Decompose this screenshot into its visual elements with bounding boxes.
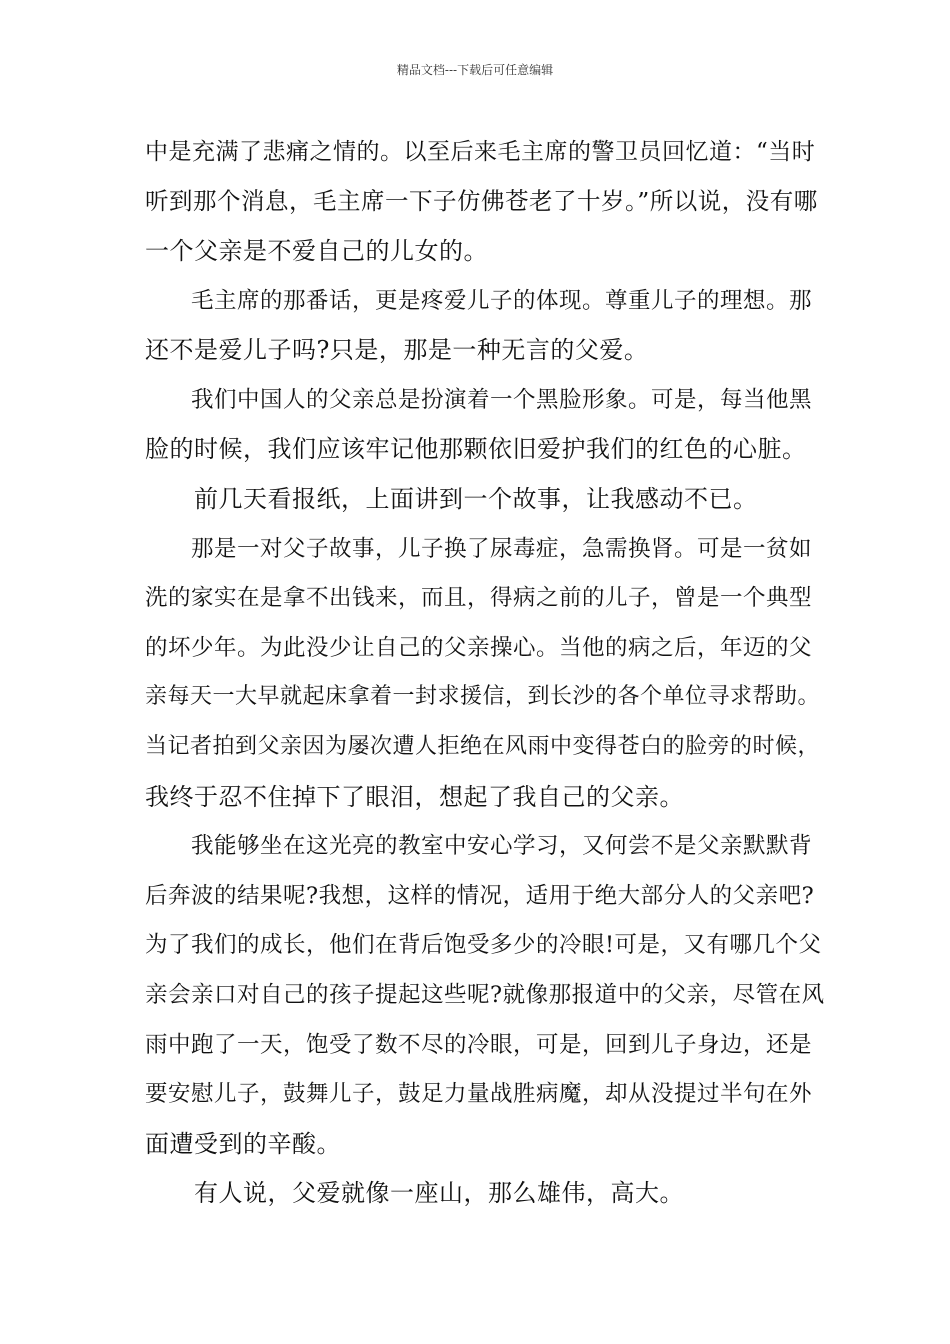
text-line: 脸的时候，我们应该牢记他那颗依旧爱护我们的红色的心脏。 [145,435,807,463]
text-line: 毛主席的那番话，更是疼爱儿子的体现。尊重儿子的理想。那 [145,288,813,314]
text-line: 前几天看报纸，上面讲到一个故事，让我感动不已。 [145,485,758,513]
text-line: 听到那个消息，毛主席一下子仿佛苍老了十岁。”所以说，没有哪 [145,187,818,215]
text-line: 后奔波的结果呢?我想，这样的情况，适用于绝大部分人的父亲吧? [145,883,815,909]
text-line: 我终于忍不住掉下了眼泪，想起了我自己的父亲。 [145,783,684,811]
text-line: 中是充满了悲痛之情的。以至后来毛主席的警卫员回忆道：“当时 [145,139,816,165]
text-line: 为了我们的成长，他们在背后饱受多少的冷眼!可是，又有哪几个父 [145,932,822,958]
text-line: 面遭受到的辛酸。 [145,1130,341,1158]
text-line: 有人说，父爱就像一座山，那么雄伟，高大。 [145,1179,684,1207]
text-line: 要安慰儿子，鼓舞儿子，鼓足力量战胜病魔，却从没提过半句在外 [145,1081,813,1107]
text-line: 我们中国人的父亲总是扮演着一个黑脸形象。可是，每当他黑 [145,387,813,413]
text-line: 洗的家实在是拿不出钱来，而且，得病之前的儿子，曾是一个典型 [145,585,813,611]
text-line: 亲会亲口对自己的孩子提起这些呢?就像那报道中的父亲，尽管在风 [145,982,825,1008]
text-line: 亲每天一大早就起床拿着一封求援信，到长沙的各个单位寻求帮助。 [145,684,821,709]
text-line: 一个父亲是不爱自己的儿女的。 [145,237,488,265]
text-line: 我能够坐在这光亮的教室中安心学习，又何尝不是父亲默默背 [145,833,813,859]
text-line: 还不是爱儿子吗?只是，那是一种无言的父爱。 [145,336,649,364]
text-line: 的坏少年。为此没少让自己的父亲操心。当他的病之后，年迈的父 [145,635,813,661]
text-line: 那是一对父子故事，儿子换了尿毒症，急需换肾。可是一贫如 [145,536,813,562]
page-header: 精品文档---下载后可任意编辑 [396,63,554,77]
text-line: 雨中跑了一天，饱受了数不尽的冷眼，可是，回到儿子身边，还是 [145,1032,813,1058]
text-line: 当记者拍到父亲因为屡次遭人拒绝在风雨中变得苍白的脸旁的时候， [145,734,821,759]
